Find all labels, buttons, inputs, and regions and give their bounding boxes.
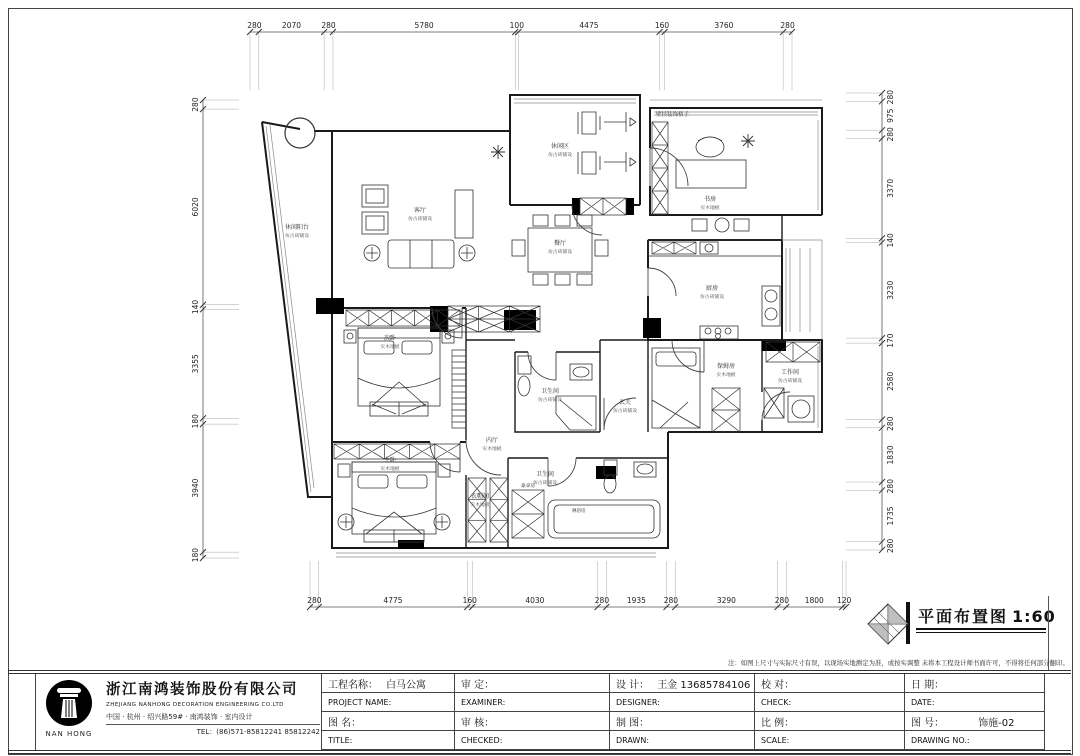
logo-caption: NAN HONG bbox=[45, 730, 93, 738]
svg-text:仿古砖铺设: 仿古砖铺设 bbox=[285, 234, 309, 239]
dim-label: 3230 bbox=[886, 280, 895, 300]
stamp-underline-thin bbox=[916, 632, 1046, 633]
company-block bbox=[35, 674, 321, 750]
dim-label: 3355 bbox=[191, 354, 200, 374]
title-block bbox=[35, 674, 1045, 750]
field-drawing: 图 名： bbox=[322, 712, 455, 731]
designer-value: 王金 13685784106 bbox=[657, 679, 751, 691]
field-drawn: 制 图： bbox=[610, 712, 755, 731]
field-scale: 比 例： bbox=[755, 712, 905, 731]
dim-label: 1830 bbox=[886, 445, 895, 465]
dim-label: 280 bbox=[594, 596, 610, 605]
company-name-en: ZHEJIANG NANHONG DECORATION ENGINEERING CO.LTD bbox=[106, 702, 284, 708]
svg-text:仿古砖铺设: 仿古砖铺设 bbox=[548, 250, 572, 255]
company-info bbox=[106, 678, 320, 737]
field-check2: 审 核： bbox=[455, 712, 610, 731]
dim-label: 280 bbox=[886, 89, 895, 105]
room-label: 衣帽间 bbox=[470, 493, 490, 500]
room-label: 工作间 bbox=[780, 369, 800, 376]
dim-label: 100 bbox=[509, 21, 524, 30]
svg-text:实木地板: 实木地板 bbox=[700, 206, 720, 211]
svg-text:实木地板: 实木地板 bbox=[716, 373, 736, 378]
dim-label: 280 bbox=[663, 596, 679, 605]
drawing-stamp bbox=[866, 598, 1056, 650]
titleblock-rule-top bbox=[8, 670, 1071, 671]
field-date: 日 期： bbox=[905, 674, 1045, 693]
field-project-en: PROJECT NAME: bbox=[322, 693, 455, 712]
room-label: 卫生间 bbox=[535, 471, 555, 478]
company-address: 中国 · 杭州 · 绍兴路59# · 南鸿装饰 · 室内设计 bbox=[106, 712, 320, 725]
field-no: 图 号： 饰施-02 bbox=[905, 712, 1045, 731]
svg-text:仿古砖铺设: 仿古砖铺设 bbox=[613, 409, 637, 414]
svg-text:实木地板: 实木地板 bbox=[470, 503, 490, 508]
svg-text:实木地板: 实木地板 bbox=[380, 467, 400, 472]
stamp-underline bbox=[916, 628, 1046, 630]
dim-label: 280 bbox=[886, 127, 895, 142]
field-designer-en: DESIGNER: bbox=[610, 693, 755, 712]
dim-label: 140 bbox=[191, 299, 200, 315]
svg-text:仿古砖铺设: 仿古砖铺设 bbox=[408, 217, 432, 222]
dim-label: 280 bbox=[191, 97, 200, 112]
dim-label: 3290 bbox=[716, 596, 736, 605]
titleblock-table bbox=[321, 674, 1045, 750]
nanhong-logo bbox=[44, 678, 94, 728]
titleblock-rule-bottom2 bbox=[8, 753, 1071, 754]
dim-label: 975 bbox=[886, 108, 895, 123]
dim-label: 170 bbox=[886, 333, 895, 348]
room-label: 次卧 bbox=[383, 335, 397, 342]
dim-label: 2070 bbox=[281, 21, 302, 30]
field-scale-en: SCALE: bbox=[755, 731, 905, 750]
dim-label: 280 bbox=[774, 596, 790, 605]
dim-label: 1735 bbox=[886, 506, 895, 526]
svg-text:仿古砖铺设: 仿古砖铺设 bbox=[538, 398, 562, 403]
dim-label: 1800 bbox=[804, 596, 824, 605]
stamp-icon bbox=[866, 600, 914, 648]
room-label: 厨房 bbox=[705, 285, 719, 292]
room-label: 主卧 bbox=[383, 457, 397, 464]
sheet-note: 注：如图上尺寸与实际尺寸有误，以现场实地测定为准，或按实调整 未将本工程设计师书面许可，不得将任何部分翻印。 bbox=[728, 659, 1069, 667]
field-proof-en: CHECK: bbox=[755, 693, 905, 712]
room-label: 休闲阳台 bbox=[284, 224, 310, 231]
svg-text:仿古砖铺设: 仿古砖铺设 bbox=[548, 153, 572, 158]
dim-label: 120 bbox=[836, 596, 852, 605]
dim-label: 280 bbox=[886, 416, 895, 431]
drawing-no-value: 饰施-02 bbox=[978, 717, 1015, 729]
field-examiner-en: EXAMINER: bbox=[455, 693, 610, 712]
room-label: 卫生间 bbox=[540, 388, 560, 395]
svg-text:实木地板: 实木地板 bbox=[380, 345, 400, 350]
company-name-cn: 浙江南鸿装饰股份有限公司 bbox=[106, 682, 298, 698]
field-project: 工程名称： 白马公寓 bbox=[322, 674, 455, 693]
dim-label: 3760 bbox=[714, 21, 734, 30]
room-label: 内厅 bbox=[485, 437, 499, 444]
field-proof: 校 对： bbox=[755, 674, 905, 693]
field-examiner: 审 定： bbox=[455, 674, 610, 693]
field-check2-en: CHECKED: bbox=[455, 731, 610, 750]
dim-label: 280 bbox=[886, 538, 895, 554]
svg-text:实木地板: 实木地板 bbox=[482, 447, 502, 452]
field-drawing-en: TITLE: bbox=[322, 731, 455, 750]
dim-label: 280 bbox=[886, 479, 895, 494]
dim-label: 180 bbox=[191, 414, 200, 429]
svg-text:仿古砖铺设: 仿古砖铺设 bbox=[533, 481, 557, 486]
dim-label: 280 bbox=[307, 596, 322, 605]
room-label: 休闲区 bbox=[550, 143, 570, 150]
dim-label: 3940 bbox=[191, 478, 200, 498]
dim-label: 280 bbox=[780, 21, 795, 30]
room-label: 淋浴房 bbox=[572, 509, 586, 514]
project-value: 白马公寓 bbox=[386, 679, 426, 691]
dim-label: 3370 bbox=[886, 178, 895, 198]
field-date-en: DATE: bbox=[905, 693, 1045, 712]
dim-label: 4775 bbox=[383, 596, 403, 605]
room-label: 餐厅 bbox=[553, 240, 567, 247]
stamp-scale: 1:60 bbox=[1012, 607, 1056, 626]
dim-label: 1935 bbox=[626, 596, 646, 605]
dim-label: 5780 bbox=[414, 21, 434, 30]
svg-text:仿古砖铺设: 仿古砖铺设 bbox=[778, 379, 802, 384]
dim-label: 280 bbox=[321, 21, 336, 30]
field-designer: 设 计： 王金 13685784106 bbox=[610, 674, 755, 693]
field-no-en: DRAWING NO.: bbox=[905, 731, 1045, 750]
room-label: 玄关 bbox=[618, 399, 632, 406]
dim-label: 2580 bbox=[886, 371, 895, 391]
room-label: 桑拿房 bbox=[520, 484, 536, 489]
stamp-title: 平面布置图 1:60 bbox=[918, 607, 1056, 626]
dim-label: 160 bbox=[654, 21, 670, 30]
dim-label: 180 bbox=[191, 547, 200, 563]
titleblock-rule-bottom bbox=[8, 750, 1071, 751]
svg-text:仿古砖铺设: 仿古砖铺设 bbox=[700, 295, 724, 300]
dim-label: 4030 bbox=[525, 596, 545, 605]
dim-label: 4475 bbox=[579, 21, 599, 30]
room-label: 客厅 bbox=[413, 207, 427, 214]
room-label: 保姆房 bbox=[716, 363, 736, 370]
room-label: 书房 bbox=[703, 196, 717, 203]
annotation-study-top: 壁挂装饰格子 bbox=[656, 112, 690, 118]
field-drawn-en: DRAWN: bbox=[610, 731, 755, 750]
dim-label: 6020 bbox=[191, 197, 200, 217]
dim-label: 140 bbox=[886, 233, 895, 248]
dim-label: 160 bbox=[462, 596, 477, 605]
dim-label: 280 bbox=[247, 21, 262, 30]
company-tel: TEL：(86)571-85812241 85812242 bbox=[196, 728, 320, 736]
